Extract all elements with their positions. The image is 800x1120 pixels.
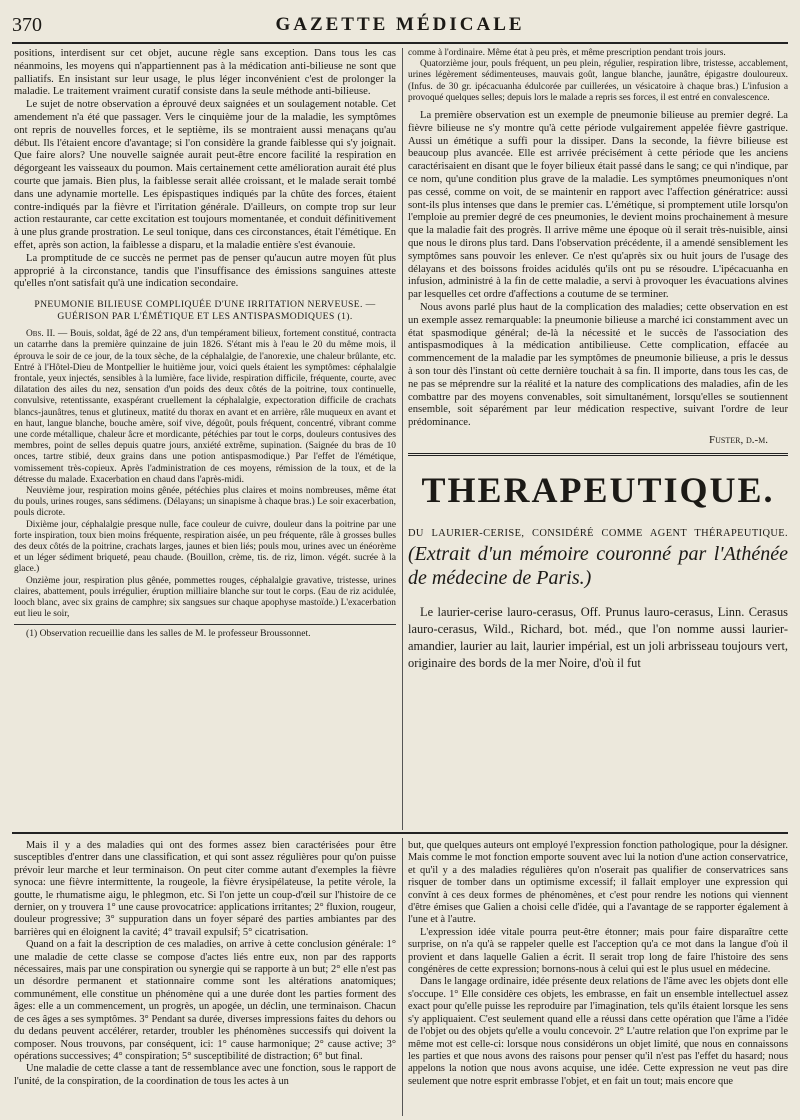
observation-continuation [408, 48, 788, 104]
paragraph: Quatorzième jour, pouls fréquent, un peu plein, régulier, respiration libre, tristesse, accablement, urines légèrement sédimenteuses, mauvais goût, langue blanche, jaunâtre, épigastre douloureux. (Infus. de 30 gr. ipécacuanha édulcorée par cuillerées, un vésicatoire à chaque bras.) L'infusion a provoqué quelques selles; depuis lors le malade a repris ses forces, il est entré en convalescence. [408, 59, 788, 103]
article-subheading [408, 524, 788, 592]
subheading-prefix: DU LAURIER-CERISE, CONSIDÉRÉ COMME AGENT THÉRAPEUTIQUE. [408, 527, 788, 539]
paragraph: positions, interdisent sur cet objet, aucune règle sans exception. Dans tous les cas néanmoins, les moyens qui n'appartiennent pas à la médication anti-bilieuse ne sont que palliatifs. En insistant sur leur usage, le plus léger inconvénient c'est de prolonger la maladie. Le traitement vraiment curatif consiste dans la seule méthode anti-bilieuse. [14, 48, 396, 98]
column-divider-lower [402, 838, 403, 1116]
paragraph: but, que quelques auteurs ont employé l'expression fonction pathologique, pour la désigner. Mais comme le mot fonction emporte souvent avec lui la notion d'une action conservatrice, et qu'il y a des maladies régulières qu'on n'oserait pas qualifier de conservatrices sans risquer de tomber dans un optimisme excessif; il fallait employer une expression qui convînt à ces deux formes de phénomènes, et c'est pour rendre les notions qui viennent d'être émises que Galien a choisi celle d'idée, qui a l'avantage de se rapporter également à l'une et à l'autre. [408, 840, 788, 926]
paragraph: Quand on a fait la description de ces maladies, on arrive à cette conclusion générale: 1° une maladie de cette classe se compose d'actes liés entre eux, non par des rapports nécessaires, mais par une conspiration ou synergie qui se rapporte à un but; 2° elle n'est pas un désordre permanent et stationnaire comme sont les altérations anatomiques; communément, elle constitue un phénomène qui a une durée dont les parties forment des âges: elle a un commencement, un progrès, un apogée, un déclin, une terminaison. Chacun de ces âges a ses symptômes. 3° Pendant sa durée, diverses impressions faites du dehors ou du dedans peuvent accélérer, retarder, troubler les phénomènes successifs qui doivent la composer. Nous trouvons, par conséquent, ici: 1° cause harmonique; 2° cause active; 3° opérations successives; 4° conspiration; 5° susceptibilité de distraction; 6° but final. [14, 939, 396, 1062]
page-number: 370 [12, 14, 42, 36]
section-title: THERAPEUTIQUE. [421, 469, 775, 510]
right-column [408, 48, 788, 818]
footnote: (1) Observation recueillie dans les salles de M. le professeur Broussonnet. [26, 628, 311, 640]
paragraph: Une maladie de cette classe a tant de ressemblance avec une fonction, sous le rapport de l'unité, de la conspiration, de la coordination de tous les actes à un [14, 1063, 396, 1087]
observation-block [14, 329, 396, 620]
paragraph: Neuvième jour, respiration moins gênée, pétéchies plus claires et moins nombreuses, même état du pouls, urines rouges, sans sédimens. (Délayans; un sinapisme à chaque bras.) Le soir exacerbation, pouls dicrote. [14, 485, 396, 519]
paragraph: Nous avons parlé plus haut de la complication des maladies; cette observation en est un exemple assez remarquable: la pneumonie bilieuse a marché ici constamment avec un état spasmodique général; de-là la nécessité et le succès de l'association des antispasmodiques à la médication antibilieuse. Cette complication, effacée au commencement de la maladie par les symptômes de pneumonie bilieuse, a pris le dessus à son tour dès l'instant où cette dernière touchait à sa fin. Il importe, dans tous les cas, de ne pas se méprendre sur la réalité et la nature des complications des maladies, afin de les combattre par des moyens convenables, soit simultanément, lorsqu'elles se soutiennent ensemble, soit séparément par leur médication respective, suivant l'ordre de leur prédominance. [408, 301, 788, 429]
paragraph: La promptitude de ce succès ne permet pas de penser qu'aucun autre moyen fût plus approprié à la circonstance, tandis que l'insuffisance des émissions sanguines atteste qu'elles n'ont satisfait qu'à une indication secondaire. [14, 252, 396, 290]
footnote-rule [14, 624, 396, 625]
left-column [14, 48, 396, 818]
paragraph: Dans le langage ordinaire, idée présente deux relations de l'âme avec les objets dont elle s'occupe. 1° Elle considère ces objets, les embrasse, en fait un ensemble intellectuel assez exact pour qu'elle puisse les reproduire par l'imagination, tels qu'ils étaient lorsque les sens s'y appliquaient. C'est seulement quand elle a réussi dans cette opération que l'âme a l'idée de l'objet ou des objets qu'elle a voulu concevoir. 2° L'autre relation que l'on exprime par le même mot est celle-ci: lorsque nous considérons un objet limité, que nous en connaissons les parties et que nous avons des raisons pour penser qu'il n'est pas l'effet du hasard; nous appelons la notion que nous avons acquise, une idée. Cette expression ne veut pas dire seulement que notre esprit embrasse l'objet, et en fait un tout; mais encore que [408, 976, 788, 1087]
paragraph: Mais il y a des maladies qui ont des formes assez bien caractérisées pour être susceptibles d'entrer dans une classification, et qui sont assez régulières pour qu'on puisse prévoir leur marche et leur terminaison. On peut citer comme autant d'exemples la fièvre synoca: une fièvre intermittente, la rougeole, la fièvre érysipélateuse, la petite vérole, la goutte, le rhumatisme aigu, le phlegmon, etc. Si l'on jette un coup-d'œil sur l'histoire de ce dernier, on y trouvera 1° une cause provocatrice: applications irritantes; 2° fluxion, rougeur, douleur progressive; 3° suppuration dans un foyer séparé des parties ambiantes par des barrières qui en éloignent la cavité; 4° travail expulsif; 5° cicatrisation. [14, 840, 396, 938]
paragraph: L'expression idée vitale pourra peut-être étonner; mais pour faire disparaître cette surprise, on n'a qu'à se rappeler quelle est l'acception qu'a ce mot dans la langue d'où il provient et dans laquelle Galien a écrit. Il serait trop long de faire l'histoire des sens congénères de cette expression; bornons-nous à celui qui est le plus usuel en médecine. [408, 926, 788, 976]
observation-text: — Bouis, soldat, âgé de 22 ans, d'un tempérament bilieux, fortement constitué, contracta un catarrhe dans la première quinzaine de juin 1826. S'étant mis à l'eau le 20 du même mois, il éprouva le soir de ce jour, de la toux sèche, de la céphalalgie, de l'anorexie, une chaleur brûlante, etc. Entré à l'Hôtel-Dieu de Montpellier le huitième jour, voici quels étaient les symptômes: céphalalgie frontale, yeux injectés, sensibles à la lumière, face livide, respiration difficile, fréquente, courte, avec dilatation des ailes du nez, sensation d'un poids des deux côtés de la poitrine, toux continuelle, convulsive, retentissante, exaspérant cruellement la céphalalgie, expectoration difficile de crachats blancs-jaunâtres, tenus et glutineux, matité du thorax en avant et en arrière, râle muqueux en avant et en haut, langue blanche, bouche amère, soif vive, dégoût, pouls fréquent, concentré, vibrant comme une corde métallique, chaleur âcre et mordicante, pétéchies par tout le corps, douleurs contusives des membres, point de selles depuis quatre jours, anxiété extrême, supination. (Saignée du bras de 10 onces, tartre stibié, deux grains dans une potion antispasmodique.) Par l'effet de l'émétique, vomissement très-copieux. Après l'administration de ces moyens, rémission de la toux, et de la détresse du malade. Exacerbation en chaud dans l'après-midi. [14, 329, 396, 485]
section-rule [408, 453, 788, 456]
paragraph: Le laurier-cerise lauro-cerasus, Off. Prunus lauro-cerasus, Linn. Cerasus lauro-cerasus, Wild., Richard, bot. méd., que l'on nomme aussi laurier-amandier, laurier au lait, laurier impérial, est un joli arbrisseau toujours vert, originaire des bords de la mer Noire, d'où il fut [408, 604, 788, 670]
observation-label: Obs. II. [26, 329, 56, 340]
page-header [12, 8, 788, 40]
paragraph: Le sujet de notre observation a éprouvé deux saignées et un soulagement notable. Cet amendement n'a été que passager. Vers le cinquième jour de la maladie, les symptômes ont repris de nouvelles forces, et le septième, ils se montraient aussi menaçans qu'au début. Ils l'étaient encore d'avantage; si l'on considère la grande faiblesse qui s'y joignait. Que faire alors? Une nouvelle saignée aurait peut-être encore facilité la respiration en dégorgeant les vaisseaux du poumon. Mais certainement cette amélioration aurait été plus courte que jamais. Bien plus, la faiblesse serait allée croissant, et le malade serait tombé dans une adynamie mortelle. Les épispastiques indiqués par la chûte des forces, étaient contre-indiqués par la fièvre et l'irritation générale. D'ailleurs, on compte trop sur leur action restaurante, car cette excitation est toujours momentanée, et conduit définitivement à une plus grande prostration. Le seul tonique, dans ces circonstances, était l'émétique. En effet, après son action, la faiblesse a disparu, et la maladie entière s'est évanouie. [14, 99, 396, 251]
section-heading: PNEUMONIE BILIEUSE COMPLIQUÉE D'UNE IRRITATION NERVEUSE. — GUÉRISON PAR L'ÉMÉTIQUE ET LES ANTISPASMODIQUES (1). [34, 299, 376, 323]
paragraph: Dixième jour, céphalalgie presque nulle, face couleur de cuivre, douleur dans la poitrine par une forte inspiration, toux bien moins fréquente, respiration aisée, un peu fréquente, râle à grosses bulles des deux côtés de la poitrine, crachats larges, jaunes et bien liés; pouls mou, urines avec un énéorème et un léger sédiment briqueté, peau chaude. (Bouillon, crème, tis. de riz, limon. végét. sucrée à la glace.) [14, 519, 396, 575]
bottom-right-column [408, 840, 788, 1115]
page-title: GAZETTE MÉDICALE [275, 14, 525, 35]
paragraph: comme à l'ordinaire. Même état à peu près, et même prescription pendant trois jours. [408, 48, 726, 58]
paragraph: La première observation est un exemple de pneumonie bilieuse au premier degré. La fièvre bilieuse ne s'y montre qu'à cette période vulgairement appelée fièvre gastrique. Aussi un émétique a suffi pour la dissiper. Dans la seconde, la fièvre bilieuse est beaucoup plus avancée. Elle est arrivée précisément à cette période que les anciens caractérisaient en disant que le foyer bilieux était passé dans le sang; ce qui n'indique, par ce nom, qu'une condition plus grave de la maladie. Les symptômes pneumoniques n'ont pas cessé, comme on voit, de se maintenir en rapport avec l'affection génératrice: aussi sont-ils plus intenses que dans le premier cas. L'émétique, si promptement utile lorsqu'on l'emploie au premier degré de ces pneumonies, le devient moins prochainement à mesure que la maladie fait des progrès. Il arrive même une époque où il serait très-nuisible, ainsi que nous le dirons plus tard. Dans l'observation précédente, il a amendé sensiblement les symptômes sans pouvoir les enlever. Ce n'est qu'après six ou huit jours de l'usage des délayans et des boissons froides acidulés qu'ils ont pu se résoudre. L'ipécacuanha en infusion, administré à la fin de cette maladie, a servi à provoquer les évacuations alvines par lesquelles cet ordre d'affections a coutume de se terminer. [408, 110, 788, 301]
column-divider [402, 48, 403, 830]
header-rule [12, 42, 788, 44]
paragraph: Onzième jour, respiration plus gênée, pommettes rouges, céphalalgie gravative, tristesse, urines claires, abattement, pouls irrégulier, éruption milliaire blanche sur tout le corps. (Eau de riz acidulée, looch blanc, avec six grains de camphre; six sangsues sur chaque apophyse mastoïde.) L'exacerbation eut lieu le soir, [14, 575, 396, 620]
page-divider [12, 832, 788, 834]
bottom-left-column [14, 840, 396, 1115]
subheading-large: (Extrait d'un mémoire couronné par l'Athénée de médecine de Paris.) [408, 542, 788, 589]
author-signature: Fuster, d.-m. [708, 433, 768, 446]
